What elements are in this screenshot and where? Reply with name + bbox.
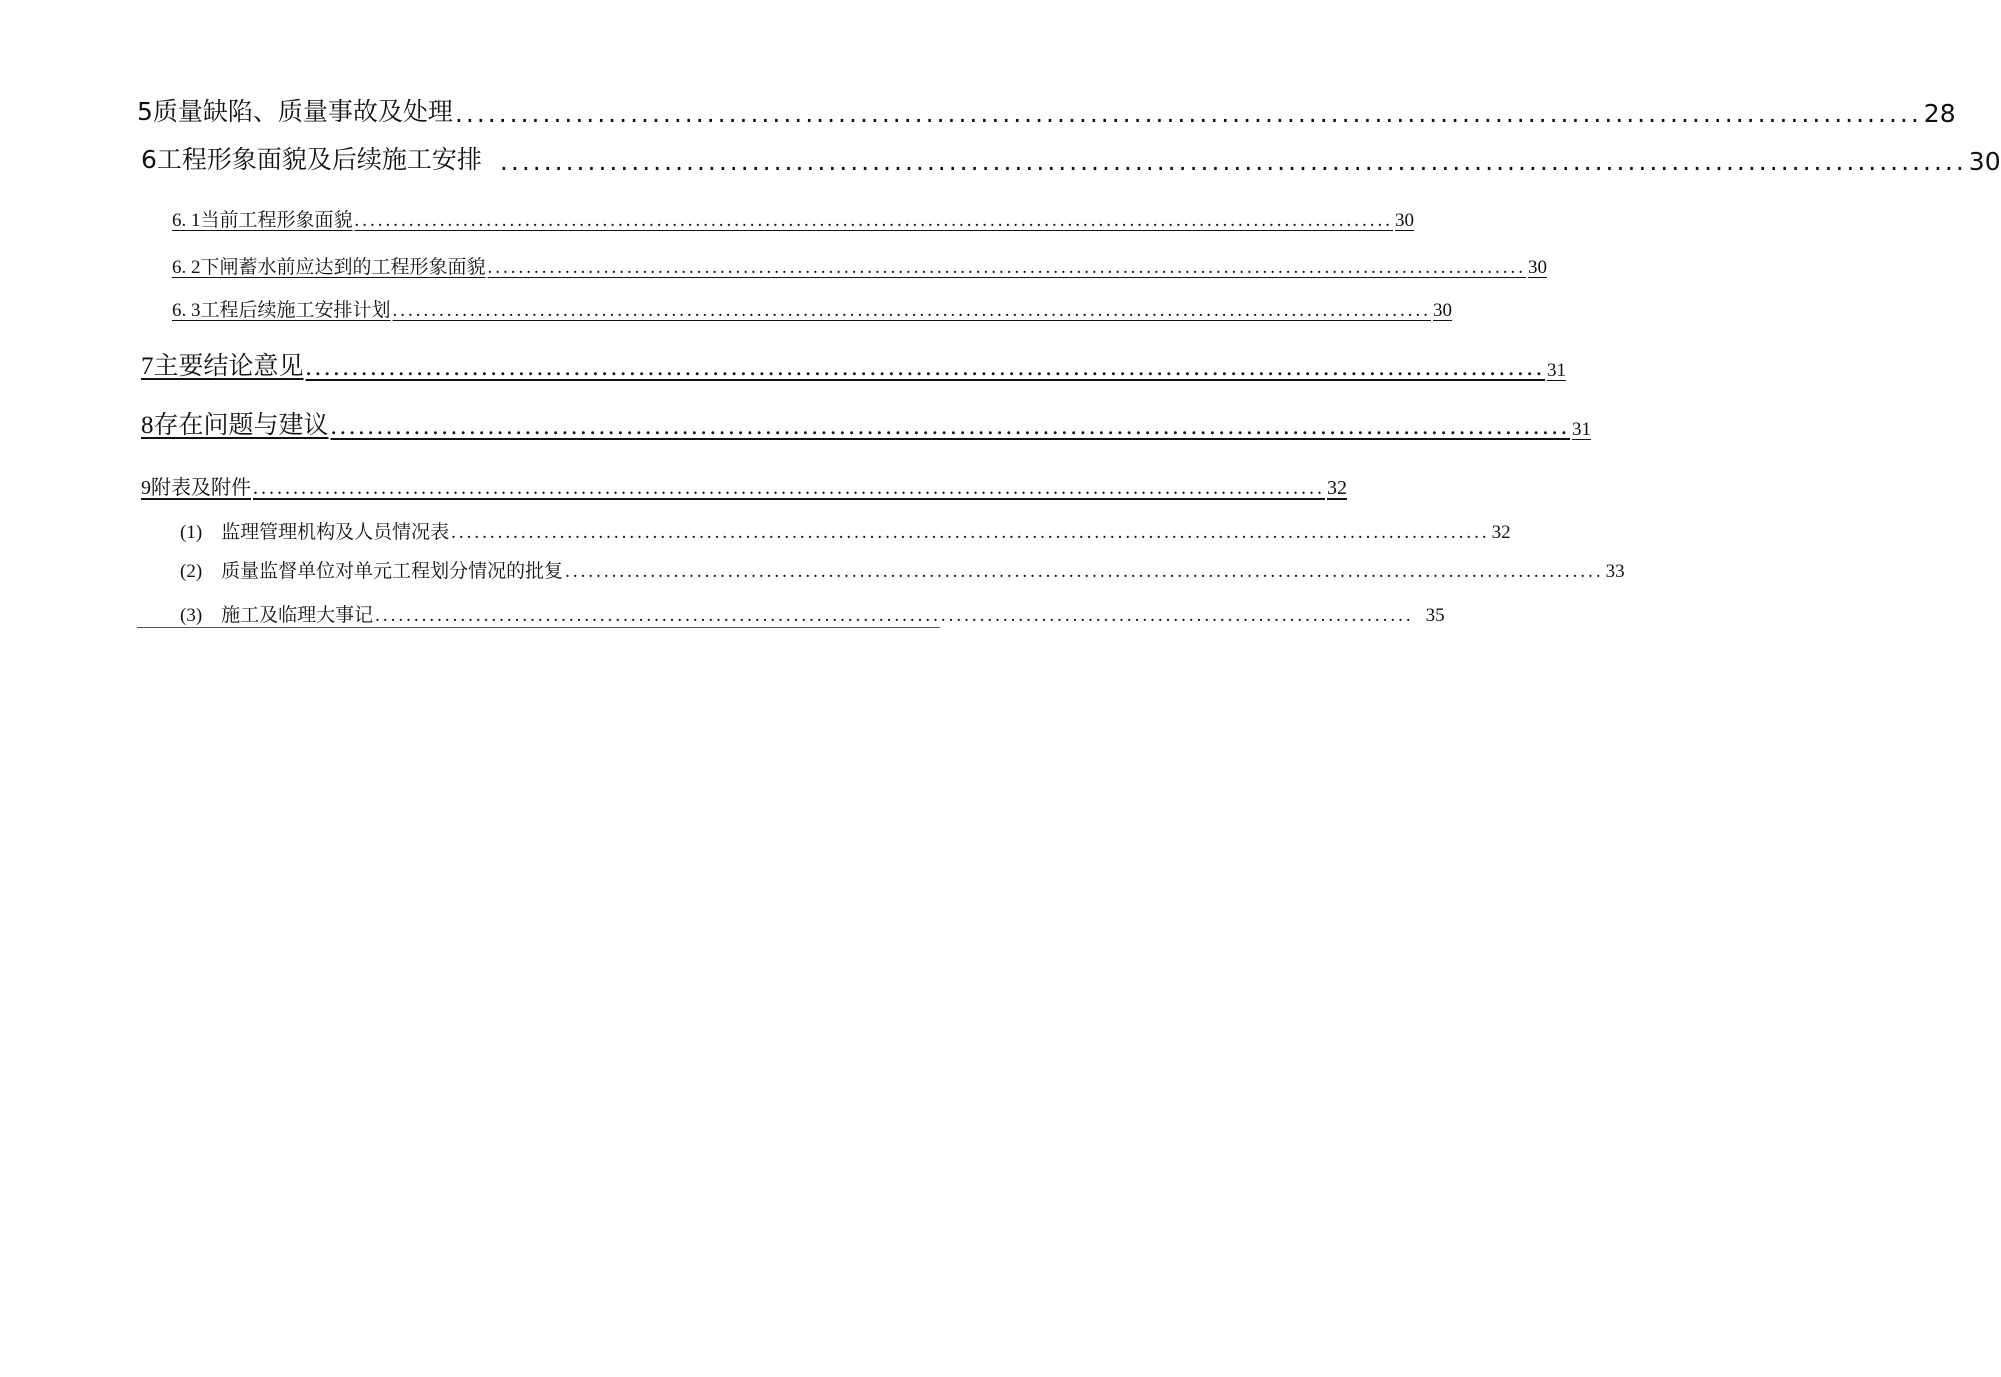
toc-leader: ......................................................................................................................................	[330, 413, 1571, 440]
toc-entry-label: 6工程形象面貌及后续施工安排	[141, 145, 482, 174]
toc-entry-label: 8存在问题与建议	[141, 412, 329, 439]
toc-entry-8[interactable]	[141, 405, 1592, 441]
toc-entry-6-2[interactable]	[172, 249, 1548, 279]
toc-entry-6-1[interactable]	[172, 202, 1415, 232]
toc-entry-label: 6. 1当前工程形象面貌	[172, 210, 353, 231]
toc-entry-label: 5质量缺陷、质量事故及处理	[137, 97, 453, 126]
toc-entry-6-3[interactable]	[172, 292, 1453, 322]
toc-page-number: 30	[1433, 300, 1453, 321]
toc-entry-appendix-2[interactable]	[180, 553, 1625, 583]
toc-page-number: 31	[1572, 419, 1592, 440]
toc-entry-label: 7主要结论意见	[141, 353, 304, 380]
toc-page-number: 32	[1327, 477, 1347, 499]
toc-page-number: 30	[1395, 210, 1415, 231]
toc-page-number: 32	[1491, 522, 1511, 543]
toc-leader: ......................................................................................................................................	[451, 522, 1490, 543]
toc-entry-7[interactable]	[141, 346, 1567, 382]
toc-leader: ......................................................................................................................................	[454, 99, 1922, 128]
bottom-rule	[137, 627, 940, 628]
toc-page-number: 31	[1547, 360, 1567, 381]
toc-entry-label: (2) 质量监督单位对单元工程划分情况的批复	[180, 561, 564, 582]
toc-page-number: 28	[1923, 99, 1956, 128]
toc-entry-label: (1) 监理管理机构及人员情况表	[180, 522, 450, 543]
toc-entry-label: 9附表及附件	[141, 477, 251, 499]
toc-entry-9[interactable]	[141, 468, 1347, 500]
toc-entry-appendix-3[interactable]	[180, 597, 1445, 627]
toc-leader: ......................................................................................................................................	[487, 257, 1527, 278]
toc-leader: ......................................................................................................................................	[253, 477, 1325, 499]
toc-page-number: 30	[1528, 257, 1548, 278]
toc-entry-label: (3) 施工及临理大事记	[180, 605, 374, 626]
toc-entry-6[interactable]	[141, 140, 2001, 176]
toc-entry-appendix-1[interactable]	[180, 514, 1511, 544]
toc-entry-label: 6. 3工程后续施工安排计划	[172, 300, 391, 321]
toc-leader: ......................................................................................................................................	[375, 605, 1414, 626]
toc-leader: ......................................................................................................................................	[565, 561, 1604, 582]
toc-leader: ......................................................................................................................................	[305, 354, 1546, 381]
toc-page-number: 33	[1605, 561, 1625, 582]
toc-entry-label: 6. 2下闸蓄水前应达到的工程形象面貌	[172, 257, 486, 278]
toc-page-number: 35	[1425, 605, 1445, 626]
toc-entry-5[interactable]	[137, 92, 1956, 128]
toc-leader: ......................................................................................................................................	[392, 300, 1432, 321]
toc-page-number: 30	[1968, 147, 2001, 176]
toc-leader: ......................................................................................................................................	[499, 147, 1967, 176]
toc-leader: ......................................................................................................................................	[354, 210, 1394, 231]
